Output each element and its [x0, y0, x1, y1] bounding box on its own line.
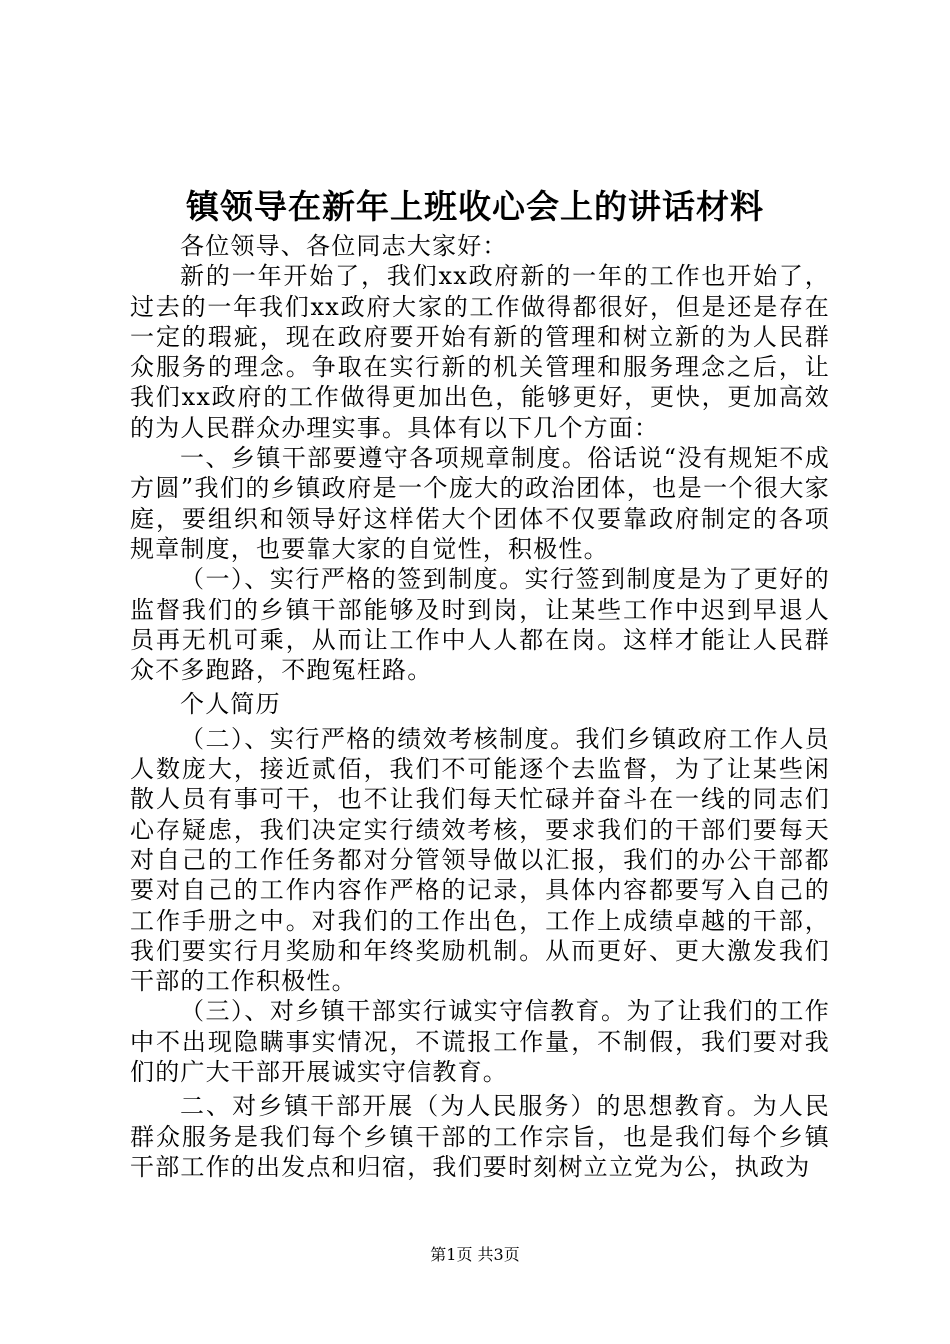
document-body [130, 231, 830, 1182]
section-two-paragraph: 二、对乡镇干部开展（为人民服务）的思想教育。为人民群众服务是我们每个乡镇干部的工作宗旨，也是我们每个乡镇干部工作的出发点和归宿，我们要时刻树立立党为公，执政为 [130, 1092, 830, 1181]
subsection-one-paragraph: （一）、实行严格的签到制度。实行签到制度是为了更好的监督我们的乡镇干部能够及时到岗，让某些工作中迟到早退人员再无机可乘，从而让工作中人人都在岗。这样才能让人民群众不多跑路，不跑冤枉路。 [130, 565, 830, 685]
section-one-paragraph: 一、乡镇干部要遵守各项规章制度。俗话说“没有规矩不成方圆”我们的乡镇政府是一个庞大的政治团体，也是一个很大家庭，要组织和领导好这样偌大个团体不仅要靠政府制定的各项规章制度，也要靠大家的自觉性，积极性。 [130, 444, 830, 563]
subsection-two-paragraph: （二）、实行严格的绩效考核制度。我们乡镇政府工作人员人数庞大，接近贰佰，我们不可能逐个去监督，为了让某些闲散人员有事可干，也不让我们每天忙碌并奋斗在一线的同志们心存疑虑，我们决定实行绩效考核，要求我们的干部们要每天对自己的工作任务都对分管领导做以汇报，我们的办公干部都要对自己的工作内容作严格的记录，具体内容都要写入自己的工作手册之中。对我们的工作出色，工作上成绩卓越的干部，我们要实行月奖励和年终奖励机制。从而更好、更大激发我们干部的工作积极性。 [130, 724, 830, 996]
document-title: 镇领导在新年上班收心会上的讲话材料 [186, 187, 764, 226]
subsection-three-paragraph: （三）、对乡镇干部实行诚实守信教育。为了让我们的工作中不出现隐瞒事实情况，不谎报工作量，不制假，我们要对我们的广大干部开展诚实守信教育。 [130, 997, 830, 1087]
intro-paragraph: 新的一年开始了，我们xx政府新的一年的工作也开始了，过去的一年我们xx政府大家的工作做得都很好，但是还是存在一定的瑕疵，现在政府要开始有新的管理和树立新的为人民群众服务的理念。争取在实行新的机关管理和服务理念之后，让我们xx政府的工作做得更加出色，能够更好，更快，更加高效的为人民群众办理实事。具体有以下几个方面： [130, 262, 830, 442]
greeting-paragraph: 各位领导、各位同志大家好： [180, 232, 508, 260]
resume-label-paragraph: 个人简历 [180, 690, 281, 719]
page-footer: 第1页 共3页 [430, 1245, 520, 1264]
